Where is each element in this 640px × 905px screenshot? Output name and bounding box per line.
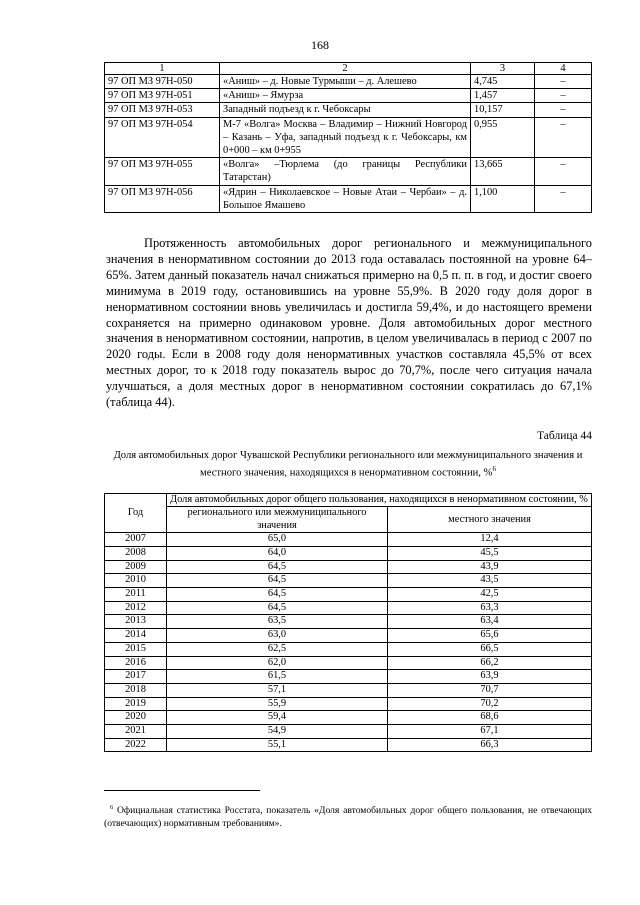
year-cell: 2021 [105, 725, 167, 739]
road-note: – [535, 89, 592, 103]
year-cell: 2018 [105, 683, 167, 697]
road-code: 97 ОП МЗ 97Н-050 [105, 75, 220, 89]
share-table-head [105, 494, 592, 533]
year-cell: 2019 [105, 697, 167, 711]
year-cell: 2011 [105, 588, 167, 602]
road-note: – [535, 185, 592, 212]
road-name: «Ядрин – Николаевское – Новые Атаи – Чербаи» – д. Большое Ямашево [220, 185, 471, 212]
regional-header: регионального или межмуниципального значения [167, 507, 388, 533]
year-cell: 2012 [105, 601, 167, 615]
group-header: Доля автомобильных дорог общего пользования, находящихся в ненормативном состоянии, % [167, 494, 592, 507]
local-share-cell: 68,6 [388, 711, 592, 725]
year-cell: 2009 [105, 560, 167, 574]
regional-share-cell: 63,0 [167, 629, 388, 643]
local-share-cell: 70,2 [388, 697, 592, 711]
table-label: Таблица 44 [537, 430, 592, 442]
local-header: местного значения [388, 507, 592, 533]
local-share-cell: 42,5 [388, 588, 592, 602]
road-row [105, 117, 592, 158]
year-cell: 2007 [105, 533, 167, 547]
share-row [105, 670, 592, 684]
roads-table-header-row [105, 63, 592, 75]
regional-share-cell: 62,5 [167, 642, 388, 656]
road-name: «Аниш» – д. Новые Турмыши – д. Алешево [220, 75, 471, 89]
regional-share-cell: 54,9 [167, 725, 388, 739]
year-cell: 2016 [105, 656, 167, 670]
road-name: М-7 «Волга» Москва – Владимир – Нижний Новгород – Казань – Уфа, западный подъезд к г. Чебоксары, км 0+000 – км 0+955 [220, 117, 471, 158]
road-row [105, 103, 592, 117]
local-share-cell: 63,4 [388, 615, 592, 629]
footnote-mark: 6 [110, 804, 114, 811]
local-share-cell: 63,9 [388, 670, 592, 684]
year-cell: 2013 [105, 615, 167, 629]
regional-share-cell: 55,1 [167, 738, 388, 752]
table-title-text: Доля автомобильных дорог Чувашской Республики регионального или межмуниципального значения и местного значения, находящихся в ненормативном состоянии, % [113, 450, 583, 479]
regional-share-cell: 64,5 [167, 601, 388, 615]
share-row [105, 629, 592, 643]
road-length: 13,665 [471, 158, 535, 185]
year-cell: 2015 [105, 642, 167, 656]
local-share-cell: 66,5 [388, 642, 592, 656]
share-row [105, 560, 592, 574]
roads-table [104, 62, 592, 213]
roads-table-body [105, 63, 592, 213]
share-row [105, 615, 592, 629]
roads-header-3: 3 [471, 63, 535, 75]
road-code: 97 ОП МЗ 97Н-054 [105, 117, 220, 158]
local-share-cell: 67,1 [388, 725, 592, 739]
roads-header-2: 2 [220, 63, 471, 75]
regional-share-cell: 55,9 [167, 697, 388, 711]
road-length: 4,745 [471, 75, 535, 89]
road-length: 10,157 [471, 103, 535, 117]
year-cell: 2008 [105, 546, 167, 560]
road-length: 1,457 [471, 89, 535, 103]
local-share-cell: 66,2 [388, 656, 592, 670]
road-name: «Волга» –Тюрлема (до границы Республики Татарстан) [220, 158, 471, 185]
table-title-footnote-mark: 6 [492, 464, 496, 473]
share-row [105, 725, 592, 739]
share-row [105, 711, 592, 725]
road-code: 97 ОП МЗ 97Н-055 [105, 158, 220, 185]
share-table [104, 493, 592, 752]
local-share-cell: 66,3 [388, 738, 592, 752]
local-share-cell: 12,4 [388, 533, 592, 547]
regional-share-cell: 64,5 [167, 588, 388, 602]
road-row [105, 75, 592, 89]
road-length: 0,955 [471, 117, 535, 158]
share-table-body [105, 533, 592, 752]
body-paragraph [106, 236, 592, 411]
regional-share-cell: 64,5 [167, 560, 388, 574]
local-share-cell: 45,5 [388, 546, 592, 560]
table-title [104, 449, 592, 480]
share-row [105, 738, 592, 752]
road-name: Западный подъезд к г. Чебоксары [220, 103, 471, 117]
road-code: 97 ОП МЗ 97Н-051 [105, 89, 220, 103]
road-row [105, 185, 592, 212]
share-row [105, 588, 592, 602]
regional-share-cell: 65,0 [167, 533, 388, 547]
share-row [105, 697, 592, 711]
regional-share-cell: 64,0 [167, 546, 388, 560]
roads-header-4: 4 [535, 63, 592, 75]
regional-share-cell: 59,4 [167, 711, 388, 725]
year-cell: 2014 [105, 629, 167, 643]
page-number: 168 [311, 38, 329, 52]
share-row [105, 546, 592, 560]
road-name: «Аниш» – Ямурза [220, 89, 471, 103]
local-share-cell: 43,5 [388, 574, 592, 588]
year-cell: 2010 [105, 574, 167, 588]
year-cell: 2020 [105, 711, 167, 725]
road-note: – [535, 103, 592, 117]
footnote-text: Официальная статистика Росстата, показатель «Доля автомобильных дорог общего пользования, не отвечающих (отвечающих) нормативным требованиям». [104, 805, 592, 829]
share-row [105, 683, 592, 697]
year-cell: 2022 [105, 738, 167, 752]
road-code: 97 ОП МЗ 97Н-056 [105, 185, 220, 212]
share-row [105, 642, 592, 656]
road-note: – [535, 117, 592, 158]
share-row [105, 656, 592, 670]
local-share-cell: 43,9 [388, 560, 592, 574]
share-table-header-row-1 [105, 494, 592, 507]
roads-header-1: 1 [105, 63, 220, 75]
regional-share-cell: 61,5 [167, 670, 388, 684]
road-length: 1,100 [471, 185, 535, 212]
regional-share-cell: 64,5 [167, 574, 388, 588]
year-header: Год [105, 494, 167, 533]
share-row [105, 574, 592, 588]
road-note: – [535, 75, 592, 89]
regional-share-cell: 63,5 [167, 615, 388, 629]
road-code: 97 ОП МЗ 97Н-053 [105, 103, 220, 117]
local-share-cell: 65,6 [388, 629, 592, 643]
share-table-header-row-2 [105, 507, 592, 533]
road-row [105, 89, 592, 103]
road-row [105, 158, 592, 185]
local-share-cell: 70,7 [388, 683, 592, 697]
year-cell: 2017 [105, 670, 167, 684]
regional-share-cell: 57,1 [167, 683, 388, 697]
paragraph-text: Протяженность автомобильных дорог регионального и межмуниципального значения в ненормативном состоянии до 2013 года оставалась постоянной на уровне 64–65%. Затем данный показатель начал снижаться примерно на 0,5 п. п. в год, и достиг своего минимума в 2019 году, остановившись на уровне 55,9%. В 2020 году доля дорог в ненормативном состоянии вновь увеличилась и достигла 59,4%, и до настоящего времени сохраняется на примерно одинаковом уровне. Доля автомобильных дорог местного значения в ненормативном состоянии, напротив, в целом увеличивалась в период с 2007 по 2020 годы. Если в 2008 году доля ненормативных участков составляла 45,5% от всех местных дорог, то к 2018 году показатель вырос до 70,7%, после чего ситуация начала улучшаться, а доля местных дорог в ненормативном состоянии сократилась до 67,1% (таблица 44). [106, 236, 592, 410]
road-note: – [535, 158, 592, 185]
share-row [105, 533, 592, 547]
regional-share-cell: 62,0 [167, 656, 388, 670]
footnote-divider [104, 790, 260, 791]
share-row [105, 601, 592, 615]
footnote [104, 802, 592, 830]
local-share-cell: 63,3 [388, 601, 592, 615]
